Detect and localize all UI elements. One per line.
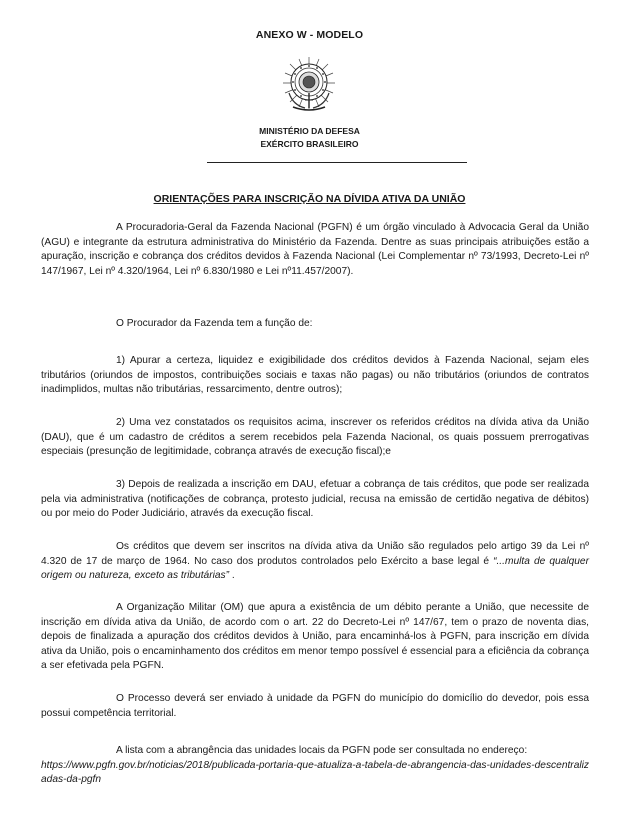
paragraph-item-1: 1) Apurar a certeza, liquidez e exigibilidade dos créditos devidos à Fazenda Nacional, sejam eles tributários (oriundos de impostos, contribuições sociais e taxas não pagas) ou não tributários (oriundos de contratos inadimplidos, multas não tributárias, ressarcimento, dentre outros); [41,355,589,396]
paragraph-om-deadline: A Organização Militar (OM) que apura a existência de um débito perante a União, que necessite de inscrição em dívida ativa da União, de acordo com o art. 22 do Decreto-Lei nº 147/67, tem o prazo de noventa dias, depois de finalizada a apuração dos créditos devidos à União, para encaminhá-los à PGFN, para inscrição em dívida ativa da União, pois o encaminhamento dos créditos em menor tempo possível é essencial para a eficiência da cobrança a ser efetivada pela PGFN. [41,602,589,672]
paragraph-pgfn-intro: A Procuradoria-Geral da Fazenda Nacional (PGFN) é um órgão vinculado à Advocacia Geral da União (AGU) e integrante da estrutura administrativa do Ministério da Fazenda. Dentre as suas principais atribuições estão a apuração, inscrição e cobrança dos créditos devidos à Fazenda Nacional (Lei Complementar nº 73/1993, Decreto-Lei nº 147/1967, Lei nº 4.320/1964, Lei nº 6.830/1980 e Lei nº11.457/2007). [41,222,589,277]
legal-basis-quote: “...multa de qualquer origem ou natureza, exceto as tributárias” [41,555,589,582]
annex-title: ANEXO W - MODELO [255,29,364,41]
brazil-coat-of-arms-icon [279,53,339,113]
header-divider [207,162,467,163]
paragraph-process-destination: O Processo deverá ser enviado à unidade da PGFN do município do domicílio do devedor, pois essa possui competência territorial. [41,693,589,719]
paragraph-legal-basis [41,540,589,584]
legal-basis-end: . [229,570,235,582]
ministry-name: MINISTÉRIO DA DEFESA [259,126,360,136]
pgfn-list-link[interactable]: https://www.pgfn.gov.br/noticias/2018/publicada-portaria-que-atualiza-a-tabela-de-abrangencia-das-unidades-descentralizadas-da-pgfn [41,759,589,786]
paragraph-pgfn-list [41,744,589,788]
paragraph-item-2: 2) Uma vez constatados os requisitos acima, inscrever os referidos créditos na dívida ativa da União (DAU), que é um cadastro de créditos a serem recebidos pela Fazenda Nacional, os quais possuem prerrogativas especiais (presunção de legitimidade, cobrança através de execução fiscal);e [41,417,589,458]
legal-basis-text: Os créditos que devem ser inscritos na dívida ativa da União são regulados pelo artigo 39 da Lei nº 4.320 de 17 de março de 1964. No caso dos produtos controlados pelo Exército a base legal é [41,541,589,567]
document-heading: ORIENTAÇÕES PARA INSCRIÇÃO NA DÍVIDA ATIVA DA UNIÃO [153,193,466,205]
paragraph-procurador-role: O Procurador da Fazenda tem a função de: [116,318,313,329]
army-name: EXÉRCITO BRASILEIRO [260,139,359,149]
pgfn-list-text: A lista com a abrangência das unidades locais da PGFN pode ser consultada no endereço: [116,745,528,756]
paragraph-item-3: 3) Depois de realizada a inscrição em DAU, efetuar a cobrança de tais créditos, que pode ser realizada pela via administrativa (notificações de cobrança, protesto judicial, recusa na emissão de certidão negativa de débitos) ou por meio do Poder Judiciário, através da execução fiscal. [41,479,589,520]
